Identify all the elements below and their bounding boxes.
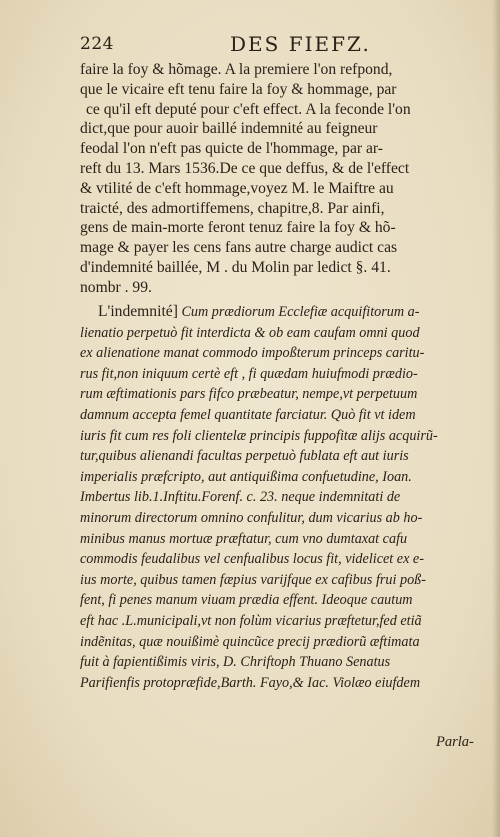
text-line: faire la foy & hõmage. A la premiere l'on refpond, <box>80 61 393 78</box>
page-header <box>80 34 480 58</box>
annotation-line: commodis feudalibus vel cenfualibus locus fit, videlicet ex e- <box>80 551 424 568</box>
annotation-line: lienatio perpetuò fit interdicta & ob eam caufam omni quod <box>80 324 420 341</box>
annotation-line: minorum directorum omnino confulitur, dum vicarius ab ho- <box>80 509 423 526</box>
annotation-line: rus fit,non iniquum certè eft , fi quædam huiufmodi prædio- <box>80 365 418 382</box>
text-line: mage & payer les cens fans autre charge audict cas <box>80 239 398 257</box>
text-line: feodal l'on n'eft pas quicte de l'hommage, par ar- <box>80 140 383 158</box>
annotation-line: minibus manus mortuæ præftatur, cum vno dumtaxat cafu <box>80 530 408 547</box>
main-text <box>80 60 494 298</box>
text-line: gens de main-morte feront tenuz faire la foy & hõ- <box>80 219 396 237</box>
text-line: traicté, des admortiffemens, chapitre,8. Par ainfi, <box>80 199 385 217</box>
annotation-line: ius morte, quibus tamen fæpius varijfque ex cafibus frui poß- <box>80 571 426 588</box>
text-line: ce qu'il eft deputé pour c'eft effect. A la feconde l'on <box>86 100 411 118</box>
annotation-line: fuit à fapientißimis viris, D. Chriftoph Thuano Senatus <box>80 654 391 671</box>
annotation-line: Imbertus lib.1.Inftitu.Forenf. c. 23. neque indemnitati de <box>80 489 401 506</box>
annotation-lemma: L'indemnité] <box>98 303 178 320</box>
text-line: d'indemnité baillée, M . du Molin par ledict §. 41. <box>80 258 391 276</box>
text-line: nombr . 99. <box>80 278 152 296</box>
page-number: 224 <box>80 34 114 54</box>
annotation-line: iuris fit cum res foli clientelæ principis fuppofitæ alijs acquirũ- <box>80 427 438 444</box>
text-line: que le vicaire eft tenu faire la foy & hommage, par <box>80 80 397 98</box>
annotation-line: eft hac .L.municipali,vt non folùm vicarius præftetur,fed etiã <box>80 612 422 629</box>
annotation-first-line <box>80 302 494 323</box>
annotation-line: rum æftimationis pars fifco præbeatur, nempe,vt perpetuum <box>80 386 418 403</box>
running-head: DES FIEFZ. <box>230 32 371 56</box>
annotation-block <box>80 302 494 693</box>
annotation-line: ex alienatione manat commodo impoßterum princeps caritu- <box>80 345 425 362</box>
text-line: dict,que pour auoir baillé indemnité au feigneur <box>80 120 378 138</box>
catchword: Parla- <box>436 734 474 750</box>
annotation-line-text: Cum prædiorum Ecclefiæ acquifitorum a- <box>177 304 420 320</box>
annotation-line: tur,quibus alienandi facultas perpetuò fublata eft aut iuris <box>80 448 409 465</box>
annotation-line: indẽnitas, quæ nouißimè quincũce precij prædiorũ æftimata <box>80 633 420 650</box>
annotation-line: damnum accepta femel quantitate farciatur. Quò fit vt idem <box>80 406 416 423</box>
text-line: reft du 13. Mars 1536.De ce que deffus, & de l'effect <box>80 159 410 177</box>
annotation-line: Parifienfis protopræfide,Barth. Fayo,& Iac. Violæo eiufdem <box>80 674 421 691</box>
annotation-line: imperialis præfcripto, aut antiquißima confuetudine, Ioan. <box>80 468 412 485</box>
annotation-line: fent, fi penes manum viuam prædia effent. Ideoque cautum <box>80 592 413 609</box>
text-line: & vtilité de c'eft hommage,voyez M. le Maiftre au <box>80 179 394 197</box>
